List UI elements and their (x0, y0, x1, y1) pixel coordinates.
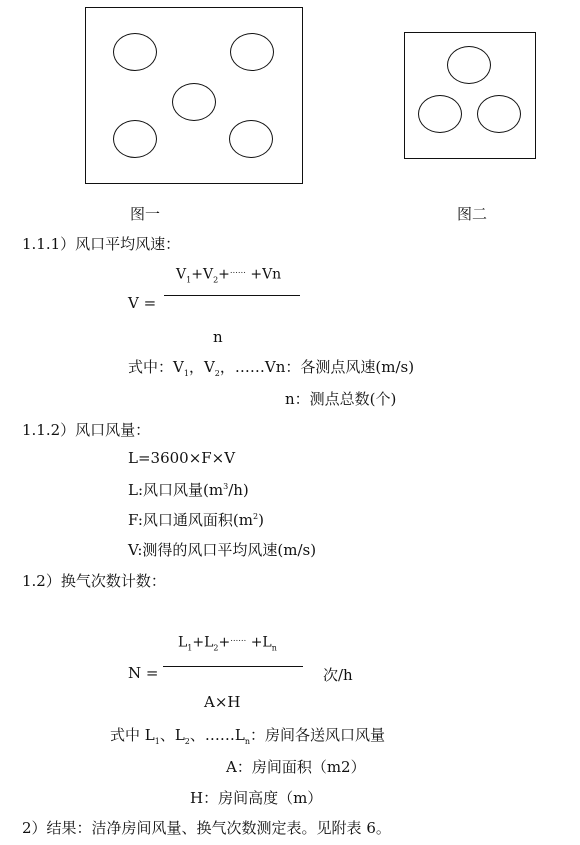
figure-2-circle-top (447, 46, 491, 84)
air-change-lhs: N = (128, 664, 159, 682)
avg-speed-fraction-line (164, 295, 300, 296)
section-12-heading: 1.2）换气次数计数： (22, 572, 166, 590)
air-change-where: 式中 $L_1$、$L_2$、$\dots\dots L_n$：房间各送风口风量 (110, 726, 386, 746)
avg-speed-numerator: $V_1+V_2+^{\dots\dots} +Vn$ (176, 266, 282, 285)
air-change-a-def: A：房间面积（m2） (226, 758, 366, 776)
air-change-fraction-line (163, 666, 303, 667)
figure-1-caption: 图一 (130, 205, 161, 223)
section-112-heading: 1.1.2）风口风量： (22, 421, 151, 439)
airflow-f-def: F:风口通风面积$(m^2)$ (128, 511, 264, 529)
airflow-v-def: V:测得的风口平均风速(m/s) (128, 541, 317, 559)
figure-2-box (404, 32, 536, 159)
figure-2-circle-bottom-left (418, 95, 462, 133)
figure-1-circle-bottom-left (113, 120, 157, 158)
figure-1-circle-top-left (113, 33, 157, 71)
avg-speed-where: 式中：$V_1$，$V_2$，……Vn：各测点风速(m/s) (128, 358, 415, 378)
airflow-formula: L=3600×F×V (128, 449, 236, 467)
air-change-unit: 次/h (323, 666, 353, 684)
avg-speed-lhs: V = (128, 294, 157, 312)
avg-speed-denominator: n (213, 328, 223, 346)
air-change-denominator: A×H (204, 693, 241, 711)
air-change-numerator: $L_1+L_2+^{\dots\dots} +L_n$ (178, 634, 277, 653)
result-line: 2）结果：洁净房间风量、换气次数测定表。见附表 6。 (22, 819, 391, 837)
figure-2-circle-bottom-right (477, 95, 521, 133)
figure-1-circle-bottom-right (229, 120, 273, 158)
figure-2-caption: 图二 (457, 205, 488, 223)
airflow-l-def: L:风口风量$(m^3/h)$ (128, 481, 249, 499)
section-111-heading: 1.1.1）风口平均风速： (22, 235, 181, 253)
figure-1-circle-top-right (230, 33, 274, 71)
figure-1-box (85, 7, 303, 184)
air-change-h-def: H：房间高度（m） (190, 789, 323, 807)
figure-1-circle-center (172, 83, 216, 121)
avg-speed-n-def: n：测点总数(个) (285, 390, 397, 408)
